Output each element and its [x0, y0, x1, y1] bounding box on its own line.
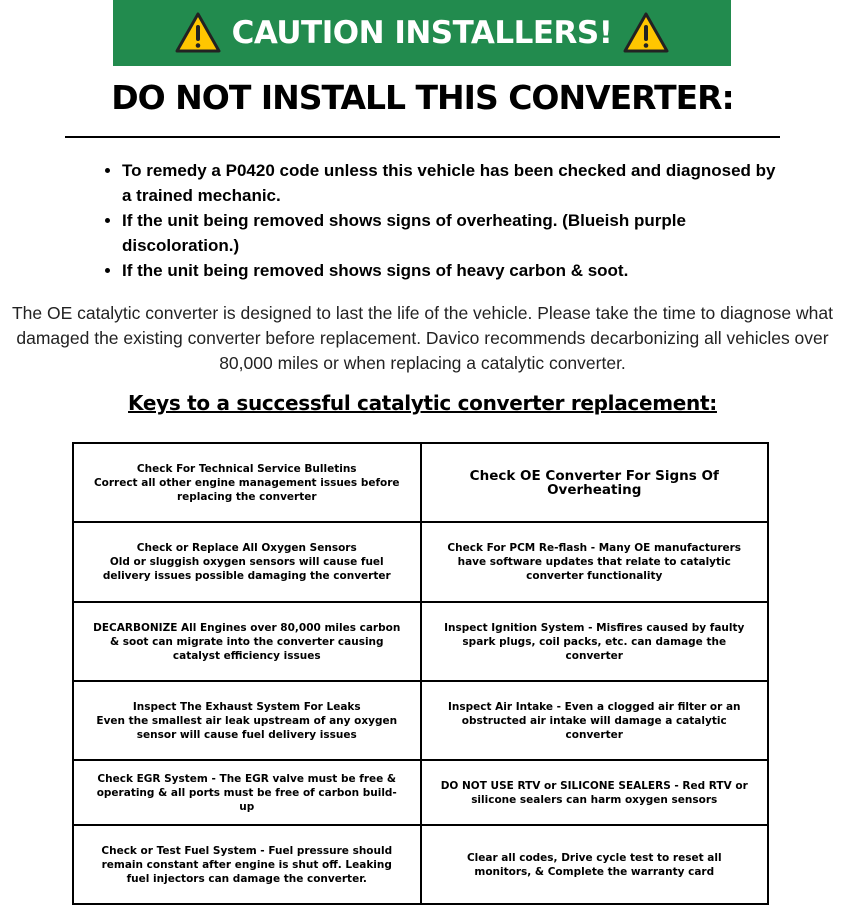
- keys-table: [72, 442, 769, 905]
- table-cell: Clear all codes, Drive cycle test to reset all monitors, & Complete the warranty card: [421, 825, 769, 904]
- page-heading: DO NOT INSTALL THIS CONVERTER:: [111, 78, 734, 117]
- warning-triangle-icon: [174, 11, 222, 55]
- table-row: [73, 443, 768, 522]
- warning-list: [100, 158, 782, 283]
- table-row: [73, 760, 768, 825]
- warning-triangle-icon: [622, 11, 670, 55]
- table-cell: Check For PCM Re-flash - Many OE manufacturers have software updates that relate to catalytic converter functionality: [421, 522, 769, 602]
- table-cell: Check or Replace All Oxygen Sensors Old or sluggish oxygen sensors will cause fuel delivery issues possible damaging the converter: [73, 522, 421, 602]
- table-cell: Check For Technical Service Bulletins Correct all other engine management issues before replacing the converter: [73, 443, 421, 522]
- divider: [65, 136, 780, 138]
- table-cell: Check OE Converter For Signs Of Overheating: [421, 443, 769, 522]
- table-row: [73, 602, 768, 681]
- section-subheading: Keys to a successful catalytic converter replacement:: [128, 391, 717, 415]
- table-row: [73, 681, 768, 760]
- table-row: [73, 825, 768, 904]
- info-paragraph: The OE catalytic converter is designed to last the life of the vehicle. Please take the time to diagnose what damaged the existing converter before replacement. Davico recommends decarbonizing all vehicles over 80,000 miles or when replacing a catalytic converter.: [11, 303, 833, 373]
- table-cell: Check or Test Fuel System - Fuel pressure should remain constant after engine is shut off. Leaking fuel injectors can damage the converter.: [73, 825, 421, 904]
- table-cell: Inspect The Exhaust System For Leaks Even the smallest air leak upstream of any oxygen sensor will cause fuel delivery issues: [73, 681, 421, 760]
- table-cell: Check EGR System - The EGR valve must be free & operating & all ports must be free of carbon build-up: [73, 760, 421, 825]
- table-cell: Inspect Air Intake - Even a clogged air filter or an obstructed air intake will damage a catalytic converter: [421, 681, 769, 760]
- list-item: • If the unit being removed shows signs of overheating. (Blueish purple discoloration.): [122, 208, 782, 258]
- list-item: • To remedy a P0420 code unless this vehicle has been checked and diagnosed by a trained mechanic.: [122, 158, 782, 208]
- banner-title: CAUTION INSTALLERS!: [231, 15, 613, 51]
- table-cell: DO NOT USE RTV or SILICONE SEALERS - Red RTV or silicone sealers can harm oxygen sensors: [421, 760, 769, 825]
- list-item: • If the unit being removed shows signs of heavy carbon & soot.: [122, 258, 782, 283]
- table-cell: Inspect Ignition System - Misfires caused by faulty spark plugs, coil packs, etc. can damage the converter: [421, 602, 769, 681]
- table-row: [73, 522, 768, 602]
- caution-banner: [113, 0, 731, 66]
- table-cell: DECARBONIZE All Engines over 80,000 miles carbon & soot can migrate into the converter causing catalyst efficiency issues: [73, 602, 421, 681]
